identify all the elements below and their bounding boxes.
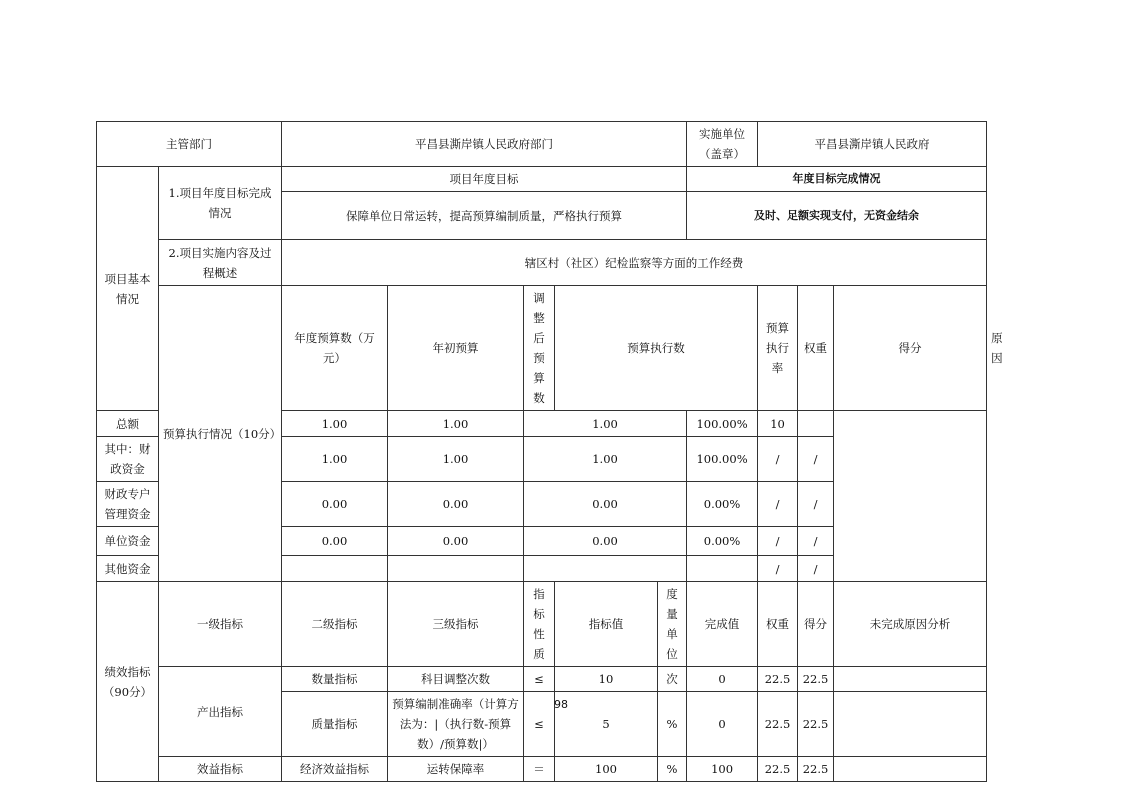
perf-row-unit: 次	[658, 667, 687, 692]
budget-row-initial: 0.00	[282, 482, 388, 527]
budget-row-rate	[687, 556, 758, 582]
perf-header-level3: 三级指标	[388, 582, 524, 667]
budget-row-executed: 0.00	[524, 527, 687, 556]
budget-reason-cell	[834, 411, 987, 582]
perf-row-score: 22.5	[798, 667, 834, 692]
perf-row	[97, 667, 987, 692]
benefit-indicator-label: 效益指标	[159, 757, 282, 782]
completion-text: 及时、足额实现支付，无资金结余	[687, 192, 987, 240]
perf-row-weight: 22.5	[758, 692, 798, 757]
impl-value: 平昌县澌岸镇人民政府	[758, 122, 987, 167]
budget-row-score: /	[798, 482, 834, 527]
perf-row	[97, 757, 987, 782]
perf-row-target: 5	[555, 692, 658, 757]
perf-row-level3: 科目调整次数	[388, 667, 524, 692]
budget-header-initial: 年初预算	[388, 286, 524, 411]
budget-row-name: 其他资金	[97, 556, 159, 582]
budget-row-adjusted: 1.00	[388, 437, 524, 482]
budget-row-adjusted: 0.00	[388, 527, 524, 556]
budget-header-executed: 预算执行数	[555, 286, 758, 411]
perf-row-target: 100	[555, 757, 658, 782]
perf-header-score: 得分	[798, 582, 834, 667]
basic-section-label: 项目基本情况	[97, 167, 159, 411]
budget-row-rate: 0.00%	[687, 527, 758, 556]
perf-header-nature: 指标性质	[524, 582, 555, 667]
performance-table	[96, 121, 1003, 782]
budget-header-annual: 年度预算数（万元）	[282, 286, 388, 411]
perf-row-unit: %	[658, 757, 687, 782]
perf-row-level2: 数量指标	[282, 667, 388, 692]
dept-value: 平昌县澌岸镇人民政府部门	[282, 122, 687, 167]
budget-row-score	[798, 411, 834, 437]
goal-header-row	[97, 167, 987, 192]
content-label: 2.项目实施内容及过程概述	[159, 240, 282, 286]
budget-header-score: 得分	[834, 286, 987, 411]
budget-row-executed: 0.00	[524, 482, 687, 527]
budget-row-name: 其中：财政资金	[97, 437, 159, 482]
budget-row-executed: 1.00	[524, 411, 687, 437]
perf-row-actual: 100	[687, 757, 758, 782]
goal-header: 项目年度目标	[282, 167, 687, 192]
perf-row-weight: 22.5	[758, 667, 798, 692]
perf-row-weight: 22.5	[758, 757, 798, 782]
budget-row-initial: 0.00	[282, 527, 388, 556]
perf-row-nature: ＝	[524, 757, 555, 782]
perf-row-actual: 0	[687, 692, 758, 757]
perf-row-level2: 经济效益指标	[282, 757, 388, 782]
budget-row-rate: 100.00%	[687, 411, 758, 437]
budget-row-executed: 1.00	[524, 437, 687, 482]
perf-section-label: 绩效指标（90分）	[97, 582, 159, 782]
budget-header-weight: 权重	[798, 286, 834, 411]
impl-label: 实施单位（盖章）	[687, 122, 758, 167]
perf-row-score: 22.5	[798, 692, 834, 757]
perf-header-weight: 权重	[758, 582, 798, 667]
completion-header: 年度目标完成情况	[687, 167, 987, 192]
budget-row-initial: 1.00	[282, 437, 388, 482]
budget-row-weight: /	[758, 482, 798, 527]
perf-header-level1: 一级指标	[159, 582, 282, 667]
perf-row-nature: ≤	[524, 692, 555, 757]
perf-row-level3: 预算编制准确率（计算方法为：|（执行数-预算数）/预算数|）	[388, 692, 524, 757]
page-number: 98	[554, 698, 568, 711]
budget-row-adjusted: 1.00	[388, 411, 524, 437]
budget-row-weight: 10	[758, 411, 798, 437]
content-text: 辖区村（社区）纪检监察等方面的工作经费	[282, 240, 987, 286]
perf-header-row	[97, 582, 987, 667]
dept-label: 主管部门	[97, 122, 282, 167]
perf-row-reason	[834, 757, 987, 782]
perf-row-reason	[834, 667, 987, 692]
goal-label: 1.项目年度目标完成情况	[159, 167, 282, 240]
perf-row-level3: 运转保障率	[388, 757, 524, 782]
budget-header-row: 预算执行情况（10分） 年度预算数（万元） 年初预算 调整后预算数 预算执行数 预算执行率 权重 得分 原因	[97, 286, 987, 411]
budget-row-executed	[524, 556, 687, 582]
perf-row-actual: 0	[687, 667, 758, 692]
budget-row-name: 单位资金	[97, 527, 159, 556]
budget-row-initial: 1.00	[282, 411, 388, 437]
budget-row-name: 总额	[97, 411, 159, 437]
content-row	[97, 240, 987, 286]
goal-text: 保障单位日常运转，提高预算编制质量，严格执行预算	[282, 192, 687, 240]
budget-row-score: /	[798, 437, 834, 482]
perf-header-unit: 度量单位	[658, 582, 687, 667]
budget-row-weight: /	[758, 527, 798, 556]
budget-row-name: 财政专户管理资金	[97, 482, 159, 527]
budget-header-rate: 预算执行率	[758, 286, 798, 411]
perf-header-level2: 二级指标	[282, 582, 388, 667]
budget-row-score: /	[798, 556, 834, 582]
budget-row-initial	[282, 556, 388, 582]
budget-header-adjusted: 调整后预算数	[524, 286, 555, 411]
budget-row-rate: 100.00%	[687, 437, 758, 482]
perf-row-level2: 质量指标	[282, 692, 388, 757]
budget-row-weight: /	[758, 437, 798, 482]
budget-row-adjusted	[388, 556, 524, 582]
budget-row-adjusted: 0.00	[388, 482, 524, 527]
perf-row-nature: ≤	[524, 667, 555, 692]
budget-row-score: /	[798, 527, 834, 556]
perf-header-target: 指标值	[555, 582, 658, 667]
budget-section-label: 预算执行情况（10分）	[159, 286, 282, 582]
perf-row-target: 10	[555, 667, 658, 692]
perf-row-score: 22.5	[798, 757, 834, 782]
budget-row-weight: /	[758, 556, 798, 582]
perf-header-actual: 完成值	[687, 582, 758, 667]
perf-row-unit: %	[658, 692, 687, 757]
budget-row-rate: 0.00%	[687, 482, 758, 527]
output-indicator-label: 产出指标	[159, 667, 282, 757]
perf-header-reason: 未完成原因分析	[834, 582, 987, 667]
header-row	[97, 122, 987, 167]
